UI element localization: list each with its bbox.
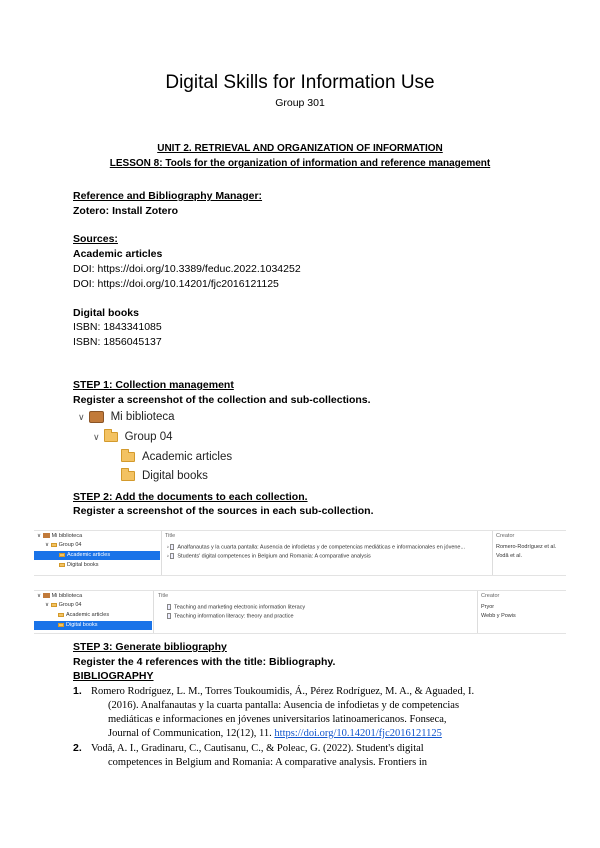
folder-icon xyxy=(51,603,57,607)
shot2-row-2[interactable] xyxy=(167,613,467,619)
tree-group[interactable] xyxy=(93,431,173,443)
folder-icon xyxy=(51,543,57,547)
article-doi-1: DOI: https://doi.org/10.3389/feduc.2022.1034252 xyxy=(73,263,301,275)
shot2-selected[interactable] xyxy=(58,622,98,628)
shot1-library[interactable]: ∨ Mi biblioteca xyxy=(37,533,83,539)
book-isbn-2: ISBN: 1856045137 xyxy=(73,336,162,348)
shot1-row-1-title: Analfanautas y la cuarta pantalla: Ausencia de infodietas y de competencias mediáticas e informacionales en jóvene... xyxy=(177,544,466,551)
step2-heading: STEP 2: Add the documents to each collection. xyxy=(73,491,308,503)
document-icon xyxy=(170,544,174,550)
chevron-down-icon[interactable]: ∨ xyxy=(93,431,100,442)
library-icon xyxy=(43,533,50,538)
shot1-library-label: Mi biblioteca xyxy=(51,533,83,539)
folder-icon xyxy=(59,553,65,557)
document-icon xyxy=(170,553,174,559)
folder-icon xyxy=(104,432,118,442)
tree-sub-books-label: Digital books xyxy=(142,470,208,482)
shot1-col-title[interactable]: Title xyxy=(165,533,176,539)
lesson-text: Tools for the organization of information and reference management xyxy=(162,158,491,169)
shot2-selected-label: Digital books xyxy=(66,622,98,628)
step2-instruction: Register a screenshot of the sources in each sub-collection. xyxy=(73,505,374,517)
shot1-row-1[interactable]: › Analfanautas y la cuarta pantalla: Ausencia de infodietas y de competencias mediáticas e informacionales en jóvene... xyxy=(167,544,466,551)
ref-1-line-3: mediáticas e informaciones en jóvenes universitarios latinoamericanos. Fonseca, xyxy=(108,714,447,725)
shot2-other[interactable] xyxy=(58,612,109,618)
lesson-heading xyxy=(0,158,600,169)
tree-library[interactable] xyxy=(78,411,175,423)
ref-1-doi-link[interactable]: https://doi.org/10.14201/fjc2016121125 xyxy=(274,728,442,739)
ref-2-line-1: Vodă, A. I., Gradinaru, C., Cautisanu, C., & Poleac, G. (2022). Student's digital xyxy=(91,743,424,754)
step3-heading: STEP 3: Generate bibliography xyxy=(73,641,227,653)
shot2-library[interactable]: ∨ Mi biblioteca xyxy=(37,593,83,599)
book-isbn-1: ISBN: 1843341085 xyxy=(73,321,162,333)
shot2-library-label: Mi biblioteca xyxy=(51,593,83,599)
shot2-group-label: Group 04 xyxy=(58,602,82,608)
document-title: Digital Skills for Information Use xyxy=(165,72,435,93)
book-icon xyxy=(167,604,171,610)
ref-1-line-4 xyxy=(108,727,442,741)
ref-2-line-2: competences in Belgium and Romania: A comparative analysis. Frontiers in xyxy=(108,757,428,768)
articles-heading: Academic articles xyxy=(73,248,163,260)
shot1-row-1-creator: Romero-Rodríguez et al. xyxy=(496,544,557,550)
folder-icon xyxy=(58,623,64,627)
library-icon xyxy=(89,411,104,423)
shot2-row-2-creator: Webb y Powis xyxy=(481,613,516,619)
shot2-row-1[interactable] xyxy=(167,604,467,610)
shot1-selected-label: Academic articles xyxy=(67,552,111,558)
chevron-down-icon[interactable]: ∨ xyxy=(78,411,85,422)
shot1-row-2-creator: Vodă et al. xyxy=(496,553,522,559)
shot2-col-creator[interactable]: Creator xyxy=(481,593,500,599)
step1-instruction: Register a screenshot of the collection and sub-collections. xyxy=(73,394,371,406)
shot2-col-title[interactable]: Title xyxy=(158,593,169,599)
shot2-group[interactable]: ∨ Group 04 xyxy=(45,602,82,608)
shot2-row-1-creator: Pryor xyxy=(481,604,495,610)
article-doi-2: DOI: https://doi.org/10.14201/fjc2016121125 xyxy=(73,278,279,290)
tree-sub-articles-label: Academic articles xyxy=(142,451,233,463)
sources-heading: Sources: xyxy=(73,233,118,245)
pane-divider xyxy=(153,591,154,633)
shot1-row-2-title: Students' digital competences in Belgium and Romania: A comparative analysis xyxy=(177,553,371,560)
shot1-other[interactable] xyxy=(59,562,99,568)
folder-icon xyxy=(58,613,64,617)
zotero-screenshot-articles xyxy=(34,530,566,576)
step1-heading: STEP 1: Collection management xyxy=(73,379,234,391)
shot1-other-label: Digital books xyxy=(67,562,99,568)
tree-sub-articles[interactable] xyxy=(121,451,232,463)
shot1-row-2[interactable]: › Students' digital competences in Belgium and Romania: A comparative analysis xyxy=(167,553,371,560)
manager-heading: Reference and Bibliography Manager: xyxy=(73,190,263,202)
books-heading: Digital books xyxy=(73,307,139,319)
unit-heading: UNIT 2. RETRIEVAL AND ORGANIZATION OF INFORMATION xyxy=(157,143,443,154)
ref-1-citation-tail: Journal of Communication, 12(12), 11. xyxy=(108,728,275,739)
ref-1-line-2: (2016). Analfanautas y la cuarta pantalla: Ausencia de infodietas y de competencias xyxy=(108,700,460,711)
shot2-row-1-title: Teaching and marketing electronic information literacy xyxy=(174,604,306,611)
column-divider xyxy=(477,591,478,633)
tree-sub-books[interactable] xyxy=(121,470,208,482)
pane-divider xyxy=(161,531,162,575)
shot2-row-2-title: Teaching information literacy: theory and practice xyxy=(174,613,294,620)
folder-icon xyxy=(59,563,65,567)
shot1-col-creator[interactable]: Creator xyxy=(496,533,515,539)
shot1-selected[interactable] xyxy=(59,552,110,558)
folder-icon xyxy=(121,471,135,481)
book-icon xyxy=(167,613,171,619)
step3-instruction: Register the 4 references with the title: Bibliography. xyxy=(73,656,336,668)
ref-1-line-1: Romero Rodríguez, L. M., Torres Toukoumidis, Á., Pérez Rodríguez, M. A., & Aguaded, I. xyxy=(91,686,475,697)
shot1-group-label: Group 04 xyxy=(58,542,82,548)
shot1-group[interactable]: ∨ Group 04 xyxy=(45,542,82,548)
column-divider xyxy=(492,531,493,575)
shot2-other-label: Academic articles xyxy=(66,612,110,618)
bibliography-title: BIBLIOGRAPHY xyxy=(73,670,154,682)
library-icon xyxy=(43,593,50,598)
zotero-screenshot-books xyxy=(34,590,566,634)
tree-library-label: Mi biblioteca xyxy=(110,411,175,423)
folder-icon xyxy=(121,452,135,462)
ref-2-number: 2. xyxy=(73,742,82,754)
ref-1-number: 1. xyxy=(73,685,82,697)
tree-group-label: Group 04 xyxy=(124,431,173,443)
manager-line: Zotero: Install Zotero xyxy=(73,205,178,217)
group-label: Group 301 xyxy=(275,97,325,109)
lesson-label: LESSON 8: xyxy=(109,158,163,169)
